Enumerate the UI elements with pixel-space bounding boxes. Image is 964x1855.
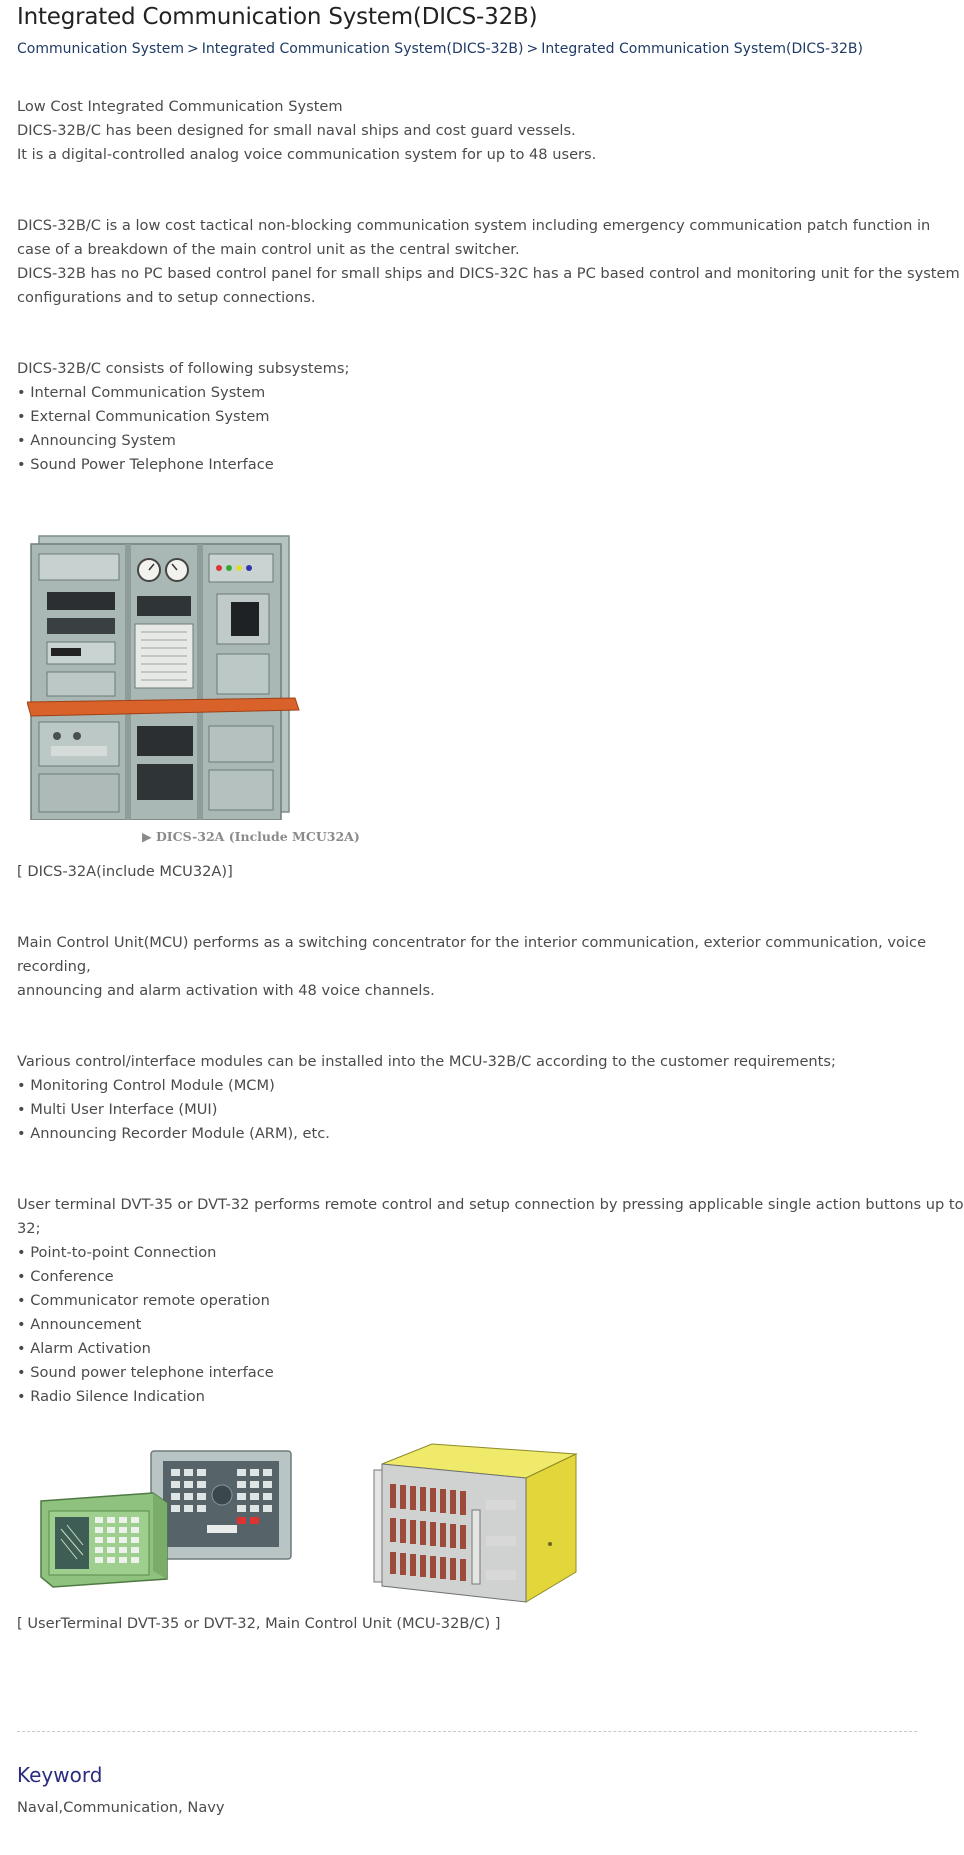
mcu-line: recording,	[17, 958, 91, 975]
overview-paragraph	[17, 214, 960, 310]
subsystem-item: • Sound Power Telephone Interface	[17, 456, 274, 473]
intro-line: DICS-32B/C has been designed for small naval ships and cost guard vessels.	[17, 122, 576, 139]
breadcrumb-item-communication-system[interactable]: Communication System	[17, 41, 185, 57]
terminal-item: • Communicator remote operation	[17, 1292, 270, 1309]
terminal-intro: User terminal DVT-35 or DVT-32 performs remote control and setup connection by pressing applicable single action buttons up to	[17, 1196, 964, 1213]
terminal-item: • Alarm Activation	[17, 1340, 151, 1357]
terminal-item: • Point-to-point Connection	[17, 1244, 217, 1261]
dics-32a-image-label: ▶ DICS-32A (Include MCU32A)	[142, 829, 360, 844]
overview-line: configurations and to setup connections.	[17, 289, 316, 306]
mcu-line: Main Control Unit(MCU) performs as a switching concentrator for the interior communication, exterior communication, voice	[17, 934, 927, 951]
breadcrumb-current: Integrated Communication System(DICS-32B)	[541, 41, 863, 57]
intro-line: Low Cost Integrated Communication System	[17, 98, 343, 115]
modules-intro: Various control/interface modules can be installed into the MCU-32B/C according to the customer requirements;	[17, 1053, 836, 1070]
module-item: • Monitoring Control Module (MCM)	[17, 1077, 275, 1094]
user-terminal-caption: [ UserTerminal DVT-35 or DVT-32, Main Control Unit (MCU-32B/C) ]	[17, 1615, 501, 1632]
breadcrumb	[17, 41, 863, 57]
intro-line: It is a digital-controlled analog voice communication system for up to 48 users.	[17, 146, 597, 163]
subsystem-item: • External Communication System	[17, 408, 270, 425]
keyword-heading: Keyword	[17, 1763, 103, 1787]
terminal-intro: 32;	[17, 1220, 41, 1237]
module-item: • Multi User Interface (MUI)	[17, 1101, 218, 1118]
module-item: • Announcing Recorder Module (ARM), etc.	[17, 1125, 330, 1142]
keyword-list: Naval,Communication, Navy	[17, 1799, 225, 1816]
subsystems-list	[17, 357, 917, 477]
section-divider	[17, 1731, 917, 1732]
overview-line: DICS-32B has no PC based control panel for small ships and DICS-32C has a PC based control and monitoring unit for the system	[17, 265, 960, 282]
terminal-item: • Sound power telephone interface	[17, 1364, 274, 1381]
overview-line: case of a breakdown of the main control unit as the central switcher.	[17, 241, 520, 258]
overview-line: DICS-32B/C is a low cost tactical non-blocking communication system including emergency communication patch function in	[17, 217, 931, 234]
modules-list	[17, 1050, 917, 1146]
terminal-item: • Radio Silence Indication	[17, 1388, 205, 1405]
intro-paragraph	[17, 95, 917, 167]
terminal-item: • Announcement	[17, 1316, 142, 1333]
terminal-item: • Conference	[17, 1268, 114, 1285]
terminal-list	[17, 1193, 964, 1409]
breadcrumb-item-dics-32b[interactable]: Integrated Communication System(DICS-32B)	[201, 41, 524, 57]
mcu-paragraph	[17, 931, 927, 1003]
breadcrumb-separator: >	[187, 41, 199, 57]
dics-32a-caption: [ DICS-32A(include MCU32A)]	[17, 863, 233, 880]
user-terminal-image	[27, 1445, 317, 1605]
page-title: Integrated Communication System(DICS-32B)	[17, 4, 538, 30]
subsystems-intro: DICS-32B/C consists of following subsystems;	[17, 360, 350, 377]
mcu-line: announcing and alarm activation with 48 voice channels.	[17, 982, 435, 999]
breadcrumb-separator: >	[526, 41, 539, 57]
subsystem-item: • Internal Communication System	[17, 384, 266, 401]
dics-32a-console-image	[27, 530, 317, 820]
mcu-32bc-image	[362, 1440, 592, 1610]
subsystem-item: • Announcing System	[17, 432, 176, 449]
